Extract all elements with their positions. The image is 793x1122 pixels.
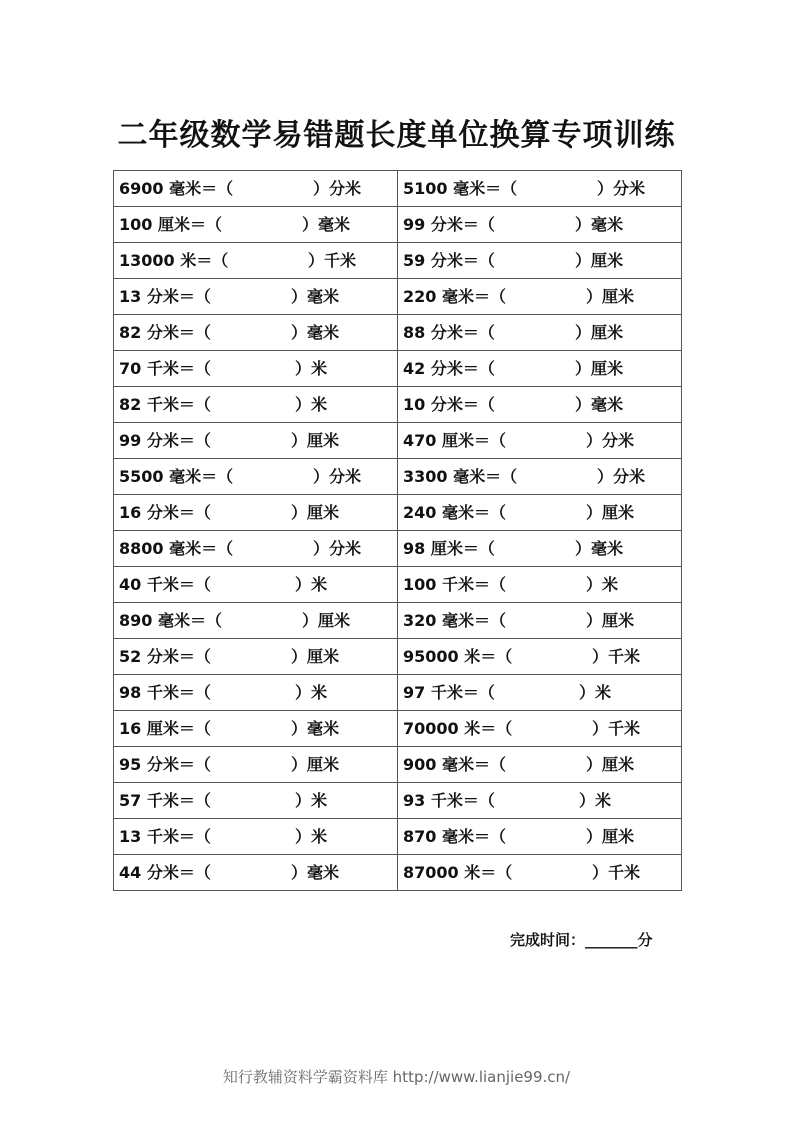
- exercise-item: [398, 315, 681, 350]
- table-row: [114, 351, 682, 387]
- table-row: [114, 819, 682, 855]
- exercise-item: [114, 711, 397, 746]
- exercise-question: 98 千米＝（: [119, 683, 211, 702]
- exercise-item: [114, 315, 397, 350]
- table-row: [114, 387, 682, 423]
- exercise-answer-unit: ）厘米: [575, 251, 624, 270]
- exercise-cell-right[interactable]: [398, 351, 682, 387]
- completion-time-unit: 分: [637, 931, 653, 949]
- exercise-question: 240 毫米＝（: [403, 503, 506, 522]
- exercise-question: 52 分米＝（: [119, 647, 211, 666]
- exercise-cell-right[interactable]: [398, 315, 682, 351]
- exercise-question: 99 分米＝（: [403, 215, 495, 234]
- exercise-item: [398, 243, 681, 278]
- exercise-answer-unit: ）毫米: [291, 863, 340, 882]
- exercise-question: 97 千米＝（: [403, 683, 495, 702]
- exercise-question: 100 厘米＝（: [119, 215, 222, 234]
- exercise-cell-left[interactable]: [114, 423, 398, 459]
- table-row: [114, 315, 682, 351]
- exercise-item: [114, 387, 397, 422]
- exercise-item: [114, 495, 397, 530]
- exercise-cell-left[interactable]: [114, 531, 398, 567]
- exercise-answer-unit: ）厘米: [302, 611, 351, 630]
- exercise-answer-unit: ）厘米: [291, 647, 340, 666]
- exercise-question: 220 毫米＝（: [403, 287, 506, 306]
- exercise-item: [398, 207, 681, 242]
- exercise-cell-right[interactable]: [398, 495, 682, 531]
- exercise-answer-unit: ）千米: [592, 863, 641, 882]
- exercise-cell-left[interactable]: [114, 675, 398, 711]
- exercise-answer-unit: ）米: [579, 791, 612, 810]
- exercise-answer-unit: ）厘米: [291, 431, 340, 450]
- exercise-question: 82 分米＝（: [119, 323, 211, 342]
- table-row: [114, 567, 682, 603]
- table-row: [114, 855, 682, 891]
- exercise-cell-right[interactable]: [398, 459, 682, 495]
- exercise-answer-unit: ）分米: [313, 467, 362, 486]
- exercise-cell-left[interactable]: [114, 783, 398, 819]
- exercise-item: [114, 855, 397, 890]
- exercise-item: [398, 855, 681, 890]
- exercise-item: [114, 279, 397, 314]
- exercise-item: [398, 423, 681, 458]
- exercise-question: 5100 毫米＝（: [403, 179, 518, 198]
- exercise-question: 870 毫米＝（: [403, 827, 506, 846]
- exercise-answer-unit: ）米: [295, 791, 328, 810]
- exercise-item: [398, 567, 681, 602]
- exercise-question: 16 分米＝（: [119, 503, 211, 522]
- exercise-answer-unit: ）米: [586, 575, 619, 594]
- exercise-answer-unit: ）分米: [597, 467, 646, 486]
- exercise-item: [398, 495, 681, 530]
- exercise-question: 88 分米＝（: [403, 323, 495, 342]
- table-row: [114, 783, 682, 819]
- exercise-cell-right[interactable]: [398, 783, 682, 819]
- table-row: [114, 603, 682, 639]
- table-row: [114, 531, 682, 567]
- exercise-answer-unit: ）米: [295, 359, 328, 378]
- table-row: [114, 495, 682, 531]
- table-row: [114, 207, 682, 243]
- exercise-item: [114, 243, 397, 278]
- completion-time: [510, 928, 653, 952]
- exercise-cell-right[interactable]: [398, 243, 682, 279]
- exercise-question: 87000 米＝（: [403, 863, 513, 882]
- exercise-cell-right[interactable]: [398, 207, 682, 243]
- exercise-answer-unit: ）米: [295, 575, 328, 594]
- exercise-item: [398, 459, 681, 494]
- exercise-answer-unit: ）厘米: [586, 755, 635, 774]
- exercise-cell-left[interactable]: [114, 711, 398, 747]
- exercise-item: [114, 603, 397, 638]
- table-row: [114, 639, 682, 675]
- exercise-item: [114, 675, 397, 710]
- exercise-answer-unit: ）毫米: [575, 539, 624, 558]
- exercise-item: [398, 639, 681, 674]
- exercise-item: [114, 747, 397, 782]
- exercise-cell-left[interactable]: [114, 243, 398, 279]
- exercise-cell-right[interactable]: [398, 639, 682, 675]
- exercise-question: 16 厘米＝（: [119, 719, 211, 738]
- exercise-cell-left[interactable]: [114, 603, 398, 639]
- exercise-question: 13 千米＝（: [119, 827, 211, 846]
- exercise-cell-left[interactable]: [114, 351, 398, 387]
- exercise-cell-left[interactable]: [114, 387, 398, 423]
- exercise-cell-right[interactable]: [398, 819, 682, 855]
- exercise-cell-right[interactable]: [398, 423, 682, 459]
- table-row: [114, 747, 682, 783]
- exercise-question: 44 分米＝（: [119, 863, 211, 882]
- exercise-answer-unit: ）米: [579, 683, 612, 702]
- exercise-question: 320 毫米＝（: [403, 611, 506, 630]
- exercise-question: 70000 米＝（: [403, 719, 513, 738]
- exercise-question: 3300 毫米＝（: [403, 467, 518, 486]
- page-title: 二年级数学易错题长度单位换算专项训练: [117, 118, 676, 153]
- table-row: [114, 423, 682, 459]
- exercise-cell-left[interactable]: [114, 639, 398, 675]
- exercise-cell-left[interactable]: [114, 567, 398, 603]
- exercise-cell-right[interactable]: [398, 711, 682, 747]
- exercise-item: [114, 207, 397, 242]
- table-row: [114, 279, 682, 315]
- exercise-question: 42 分米＝（: [403, 359, 495, 378]
- exercise-cell-left[interactable]: [114, 315, 398, 351]
- exercise-item: [398, 711, 681, 746]
- exercise-answer-unit: ）千米: [308, 251, 357, 270]
- exercise-item: [114, 171, 397, 206]
- exercise-question: 59 分米＝（: [403, 251, 495, 270]
- exercise-question: 13 分米＝（: [119, 287, 211, 306]
- exercise-cell-right[interactable]: [398, 855, 682, 891]
- exercise-answer-unit: ）厘米: [586, 503, 635, 522]
- exercise-item: [114, 531, 397, 566]
- exercise-item: [398, 747, 681, 782]
- exercise-item: [398, 531, 681, 566]
- exercise-answer-unit: ）分米: [597, 179, 646, 198]
- exercise-question: 95 分米＝（: [119, 755, 211, 774]
- exercise-cell-right[interactable]: [398, 603, 682, 639]
- exercise-cell-right[interactable]: [398, 171, 682, 207]
- exercise-answer-unit: ）分米: [586, 431, 635, 450]
- exercise-answer-unit: ）厘米: [575, 359, 624, 378]
- exercise-answer-unit: ）毫米: [575, 215, 624, 234]
- exercise-item: [398, 783, 681, 818]
- exercise-item: [114, 423, 397, 458]
- exercise-question: 95000 米＝（: [403, 647, 513, 666]
- exercise-answer-unit: ）厘米: [291, 755, 340, 774]
- exercise-cell-right[interactable]: [398, 531, 682, 567]
- exercise-item: [398, 351, 681, 386]
- exercise-table-body: [114, 171, 682, 891]
- exercise-question: 98 厘米＝（: [403, 539, 495, 558]
- exercise-cell-left[interactable]: [114, 747, 398, 783]
- exercise-answer-unit: ）千米: [592, 647, 641, 666]
- exercise-question: 100 千米＝（: [403, 575, 506, 594]
- table-row: [114, 171, 682, 207]
- exercise-item: [114, 351, 397, 386]
- exercise-item: [398, 387, 681, 422]
- exercise-answer-unit: ）毫米: [291, 719, 340, 738]
- exercise-answer-unit: ）分米: [313, 539, 362, 558]
- exercise-question: 900 毫米＝（: [403, 755, 506, 774]
- exercise-item: [398, 675, 681, 710]
- exercise-item: [114, 639, 397, 674]
- exercise-item: [398, 819, 681, 854]
- exercise-question: 99 分米＝（: [119, 431, 211, 450]
- exercise-cell-left[interactable]: [114, 495, 398, 531]
- exercise-answer-unit: ）厘米: [586, 611, 635, 630]
- exercise-question: 890 毫米＝（: [119, 611, 222, 630]
- exercise-answer-unit: ）米: [295, 395, 328, 414]
- exercise-answer-unit: ）毫米: [291, 323, 340, 342]
- table-row: [114, 675, 682, 711]
- exercise-answer-unit: ）厘米: [291, 503, 340, 522]
- exercise-question: 10 分米＝（: [403, 395, 495, 414]
- exercise-question: 93 千米＝（: [403, 791, 495, 810]
- watermark-text: 知行教辅资料学霸资料库 http://www.lianjie99.cn/: [222, 1068, 571, 1086]
- exercise-answer-unit: ）千米: [592, 719, 641, 738]
- exercise-answer-unit: ）毫米: [575, 395, 624, 414]
- exercise-item: [114, 567, 397, 602]
- exercise-question: 5500 毫米＝（: [119, 467, 234, 486]
- exercise-item: [398, 279, 681, 314]
- exercise-answer-unit: ）厘米: [586, 827, 635, 846]
- exercise-item: [398, 603, 681, 638]
- exercise-cell-left[interactable]: [114, 171, 398, 207]
- exercise-answer-unit: ）米: [295, 827, 328, 846]
- table-row: [114, 711, 682, 747]
- exercise-question: 13000 米＝（: [119, 251, 229, 270]
- exercise-question: 70 千米＝（: [119, 359, 211, 378]
- exercise-question: 6900 毫米＝（: [119, 179, 234, 198]
- exercise-cell-left[interactable]: [114, 855, 398, 891]
- completion-time-label: 完成时间：: [510, 931, 586, 949]
- exercise-answer-unit: ）厘米: [586, 287, 635, 306]
- exercise-answer-unit: ）厘米: [575, 323, 624, 342]
- exercise-question: 40 千米＝（: [119, 575, 211, 594]
- exercise-answer-unit: ）毫米: [302, 215, 351, 234]
- exercise-cell-left[interactable]: [114, 279, 398, 315]
- exercise-question: 470 厘米＝（: [403, 431, 506, 450]
- table-row: [114, 459, 682, 495]
- exercise-cell-right[interactable]: [398, 387, 682, 423]
- exercise-answer-unit: ）分米: [313, 179, 362, 198]
- exercise-item: [114, 819, 397, 854]
- exercise-cell-right[interactable]: [398, 279, 682, 315]
- exercise-cell-left[interactable]: [114, 819, 398, 855]
- exercise-answer-unit: ）毫米: [291, 287, 340, 306]
- exercise-question: 82 千米＝（: [119, 395, 211, 414]
- completion-time-blank[interactable]: _______: [585, 931, 638, 949]
- exercise-cell-right[interactable]: [398, 747, 682, 783]
- exercise-answer-unit: ）米: [295, 683, 328, 702]
- exercise-question: 57 千米＝（: [119, 791, 211, 810]
- exercise-table: [113, 170, 682, 891]
- exercise-item: [398, 171, 681, 206]
- exercise-cell-left[interactable]: [114, 207, 398, 243]
- exercise-cell-right[interactable]: [398, 567, 682, 603]
- exercise-question: 8800 毫米＝（: [119, 539, 234, 558]
- exercise-item: [114, 783, 397, 818]
- table-row: [114, 243, 682, 279]
- exercise-cell-left[interactable]: [114, 459, 398, 495]
- exercise-cell-right[interactable]: [398, 675, 682, 711]
- exercise-item: [114, 459, 397, 494]
